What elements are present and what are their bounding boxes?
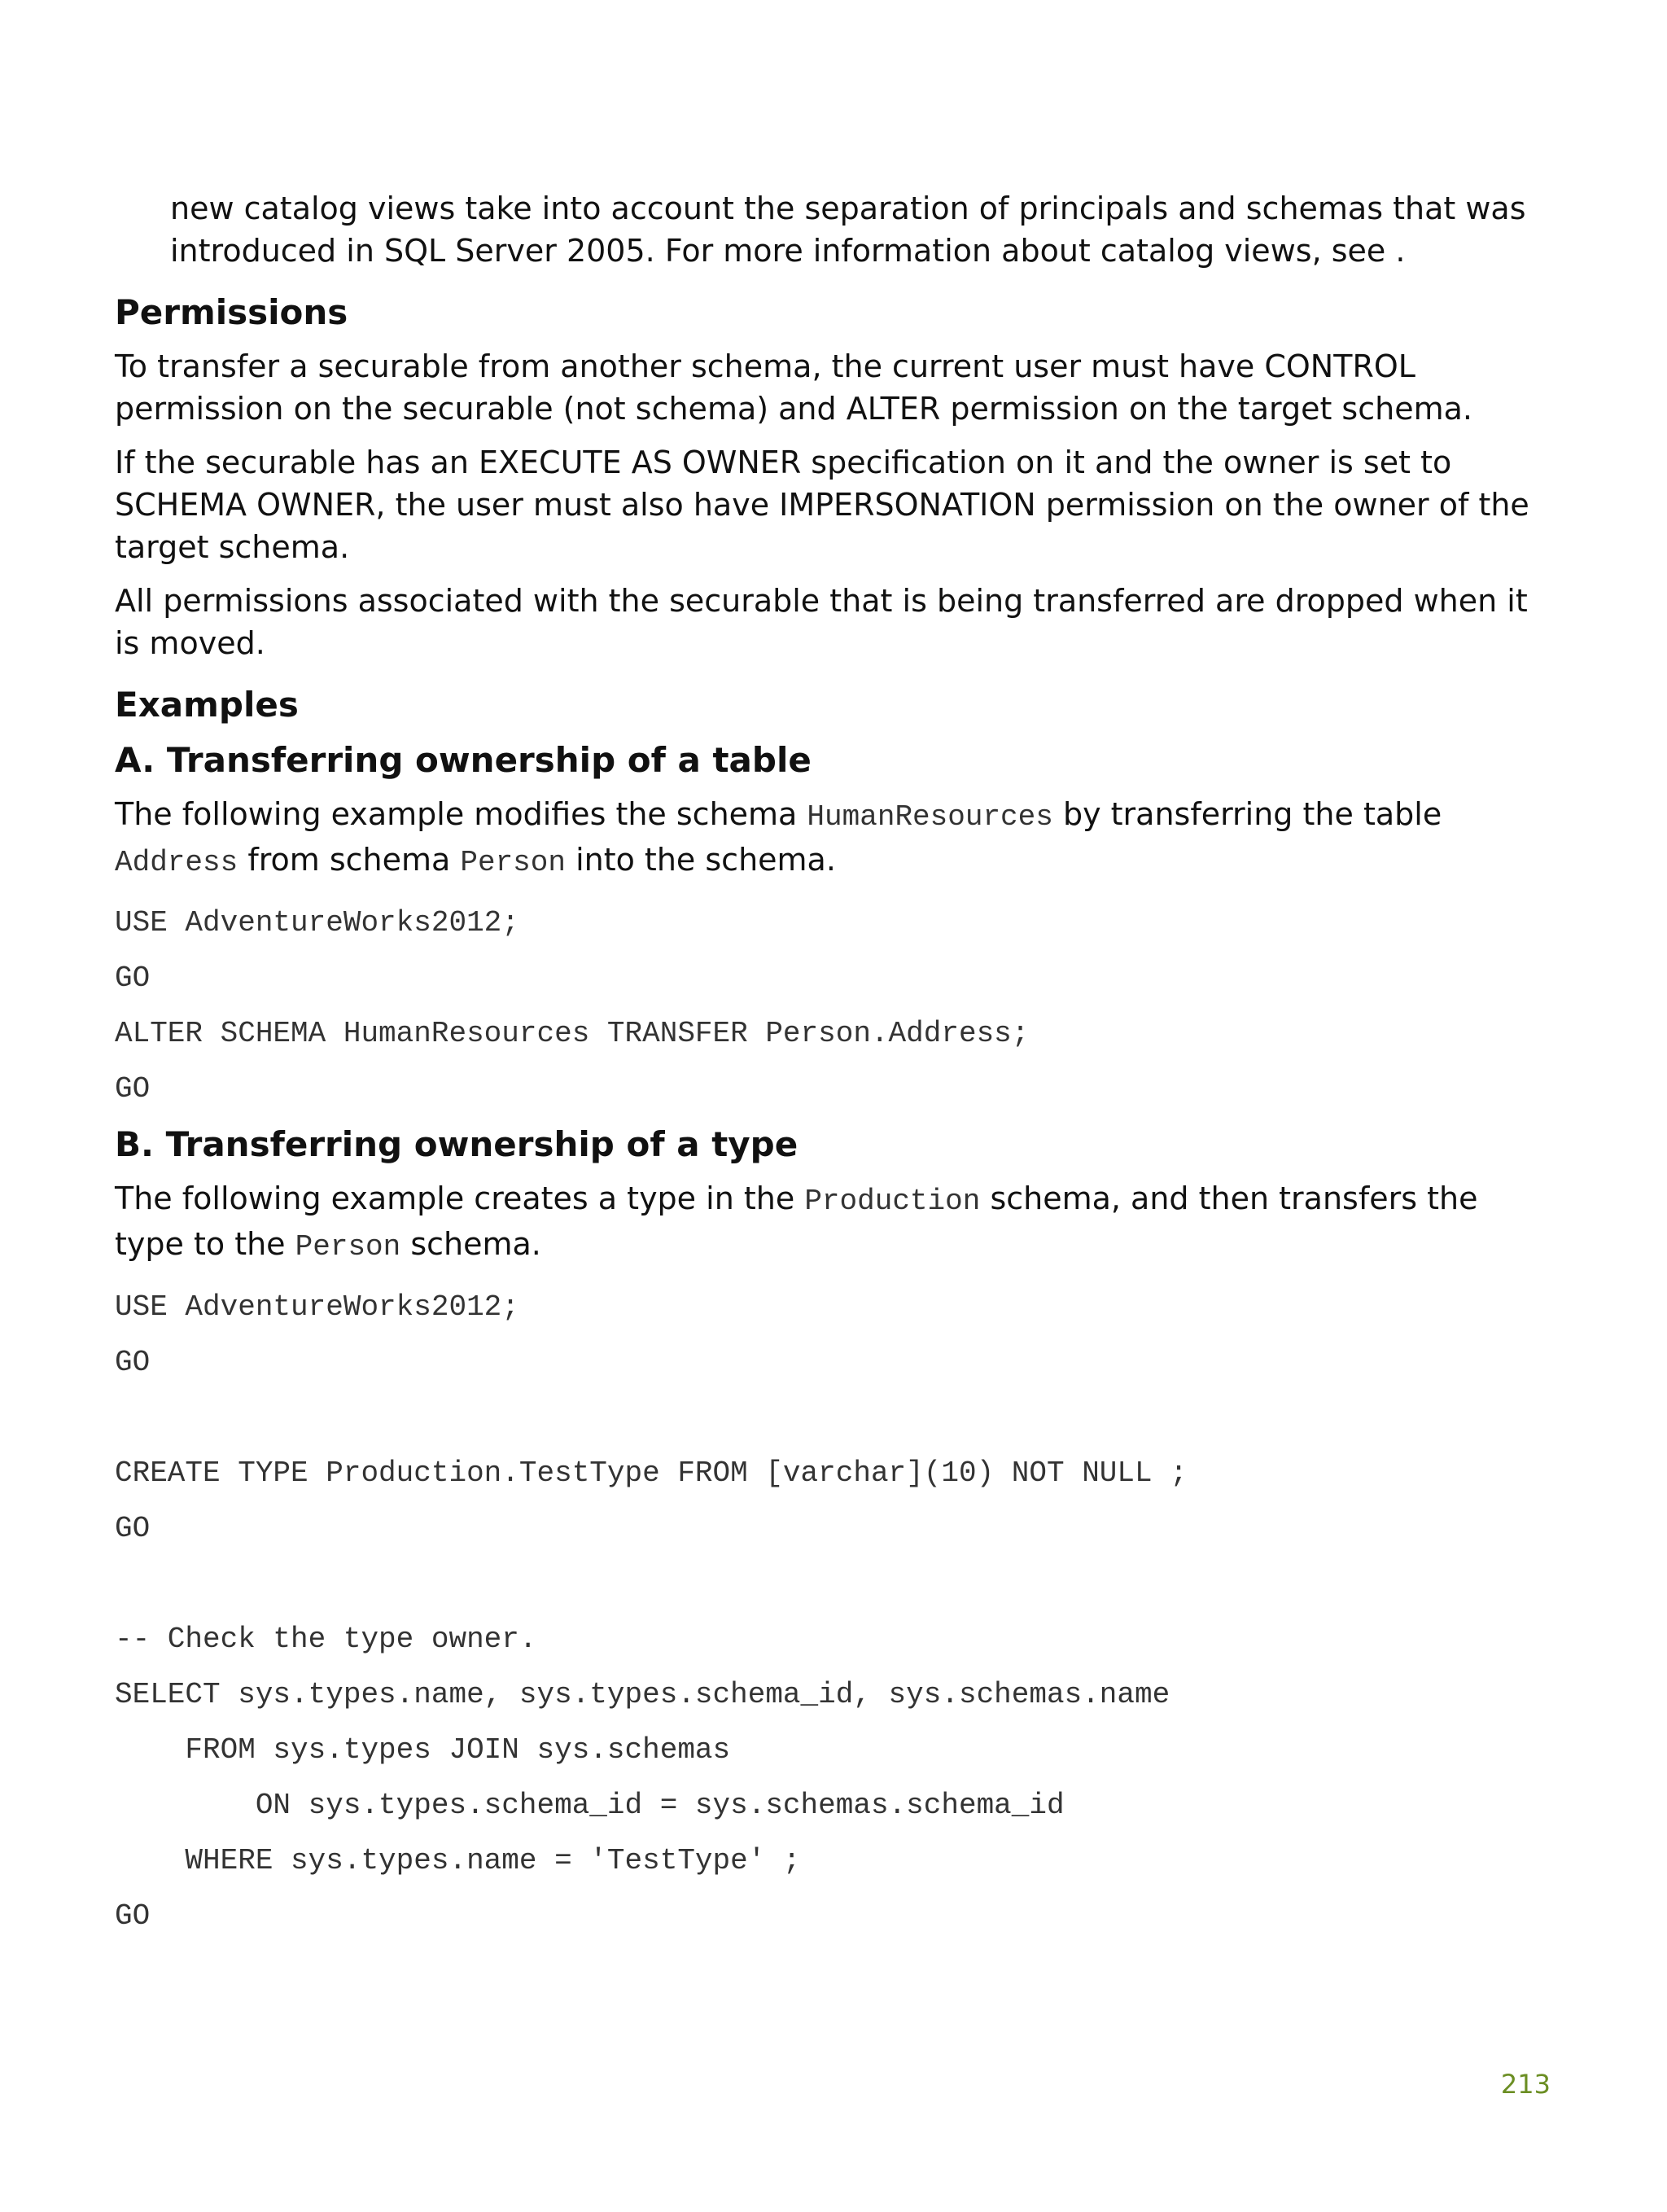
code-line: ON sys.types.schema_id = sys.schemas.schema_id [115, 1789, 1065, 1822]
code-line [115, 1391, 1555, 1446]
document-page [115, 187, 1555, 1944]
inline-code: Production [804, 1185, 981, 1218]
example-b-heading: B. Transferring ownership of a type [115, 1124, 798, 1164]
code-line: SELECT sys.types.name, sys.types.schema_id, sys.schemas.name [115, 1678, 1170, 1711]
code-line: CREATE TYPE Production.TestType FROM [varchar](10) NOT NULL ; [115, 1456, 1188, 1490]
example-a-desc-text: from schema [238, 842, 461, 878]
code-line: ALTER SCHEMA HumanResources TRANSFER Person.Address; [115, 1017, 1030, 1050]
code-line [115, 1557, 1555, 1612]
code-line: GO [115, 1899, 151, 1933]
example-b-desc-text: schema. [400, 1226, 541, 1262]
example-a-description [115, 793, 1555, 884]
example-a-desc-text: by transferring the table [1052, 796, 1442, 832]
permissions-heading: Permissions [115, 292, 348, 332]
intro-continuation: new catalog views take into account the separation of principals and schemas that was introduced in SQL Server 2005. For more information about catalog views, see . [170, 191, 1526, 269]
code-line: WHERE sys.types.name = 'TestType' ; [115, 1844, 801, 1877]
examples-heading: Examples [115, 685, 299, 725]
inline-code: Address [115, 846, 238, 879]
code-line: USE AdventureWorks2012; [115, 1290, 519, 1324]
code-line: GO [115, 961, 151, 995]
inline-code: Person [295, 1230, 401, 1264]
page-number: 213 [1500, 2069, 1551, 2100]
example-b-desc-text: schema, and then transfers the type to the [115, 1180, 1478, 1262]
permissions-paragraph: If the securable has an EXECUTE AS OWNER specification on it and the owner is set to SCHEMA OWNER, the user must also have IMPERSONATION permission on the owner of the target schema. [115, 445, 1529, 565]
example-a-desc-text: The following example modifies the schema [115, 796, 807, 832]
example-b-description [115, 1177, 1555, 1268]
example-b-desc-text: The following example creates a type in the [115, 1180, 805, 1216]
example-a-heading: A. Transferring ownership of a table [115, 740, 812, 780]
example-a-code-block [115, 896, 1555, 1117]
inline-code: HumanResources [807, 800, 1053, 834]
code-line: GO [115, 1072, 151, 1106]
code-line: -- Check the type owner. [115, 1623, 537, 1656]
permissions-paragraph: To transfer a securable from another schema, the current user must have CONTROL permission on the securable (not schema) and ALTER permission on the target schema. [115, 348, 1472, 427]
code-line: FROM sys.types JOIN sys.schemas [115, 1733, 731, 1767]
code-line: USE AdventureWorks2012; [115, 906, 519, 940]
code-line: GO [115, 1512, 151, 1545]
inline-code: Person [460, 846, 566, 879]
code-line: GO [115, 1346, 151, 1379]
example-a-desc-text: into the schema. [565, 842, 836, 878]
example-b-code-block [115, 1280, 1555, 1944]
permissions-paragraph: All permissions associated with the securable that is being transferred are dropped when it is moved. [115, 583, 1528, 661]
